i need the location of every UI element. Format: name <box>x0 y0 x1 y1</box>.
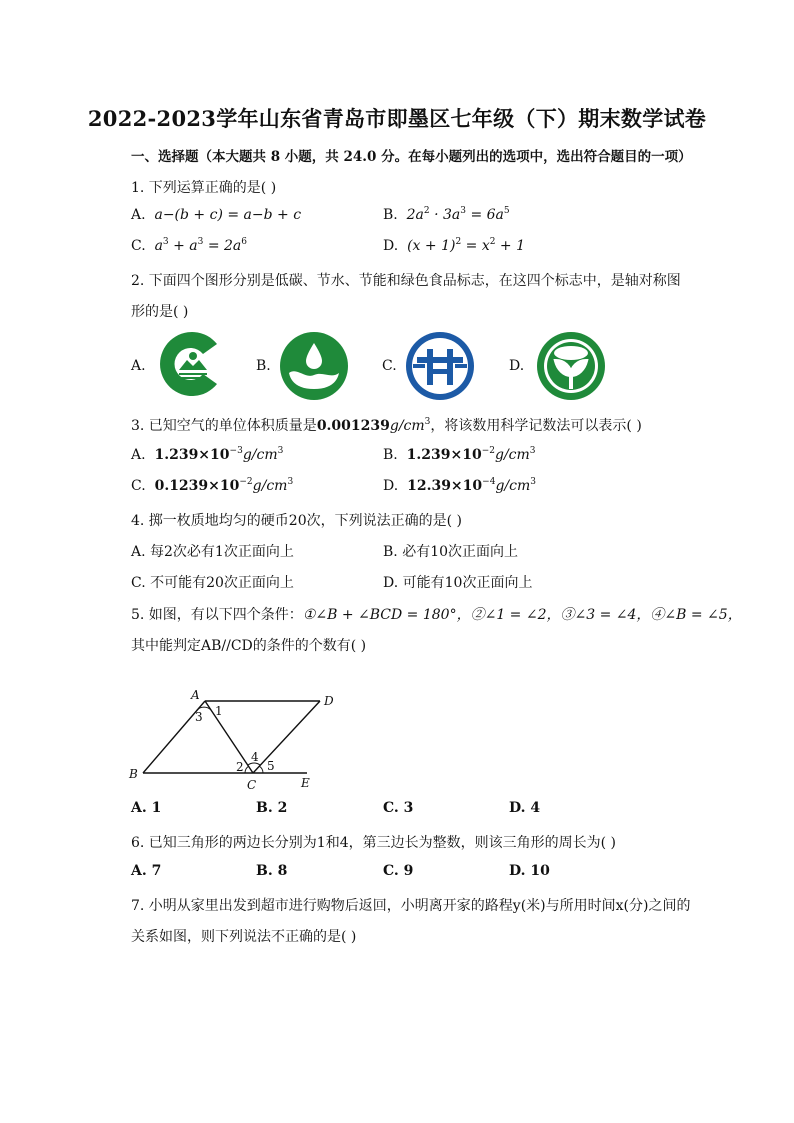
q3-option-a-unit-exp: 3 <box>277 446 284 456</box>
q1-option-d-label: D. <box>383 238 399 254</box>
q1-stem: 1. 下列运算正确的是( ) <box>131 180 277 196</box>
line-cd <box>253 701 320 773</box>
section-heading: 一、选择题（本大题共 8 小题，共 24.0 分。在每小题列出的选项中，选出符合题目的一项） <box>131 149 692 165</box>
q3-option-b-label: B. <box>383 447 398 463</box>
q3-stem-text: 3. 已知空气的单位体积质量是 <box>131 418 317 434</box>
q3-option-c-unit: g/cm <box>252 478 288 494</box>
q3-stem-value: 0.001239 <box>316 418 390 434</box>
q4-option-d: D. 可能有10次正面向上 <box>383 575 533 591</box>
q1-option-a: A. a−(b + c) = a−b + c <box>131 207 302 223</box>
q5-stem-text: 5. 如图，有以下四个条件： <box>131 607 303 623</box>
q1-option-b: B. $2a^2 \cdot 3a^3 = 6a^5$ <box>383 206 510 223</box>
angle-1-label: 1 <box>215 704 223 718</box>
green-food-logo-icon <box>536 331 606 401</box>
q3-option-d-unit: g/cm <box>495 478 531 494</box>
angle-5-label: 5 <box>267 759 275 773</box>
q3-option-c-label: C. <box>131 478 146 494</box>
q3-option-b <box>383 447 536 463</box>
q6-option-d: D. 10 <box>509 863 550 879</box>
q7-stem-line1: 7. 小明从家里出发到超市进行购物后返回，小明离开家的路程y(米)与所用时间x(分)之间的 <box>131 898 691 914</box>
q5-condition-1: ①∠B + ∠BCD = 180° <box>302 607 457 623</box>
q1-option-a-label: A. <box>131 207 146 223</box>
line-ac <box>205 701 253 773</box>
q5-option-a: A. 1 <box>131 800 162 816</box>
q2-option-b-label: B. <box>256 358 271 374</box>
q5-option-c: C. 3 <box>383 800 414 816</box>
angle-3-label: 3 <box>195 710 203 724</box>
water-saving-logo-icon <box>279 331 349 401</box>
q6-stem: 6. 已知三角形的两边长分别为1和4，第三边长为整数，则该三角形的周长为( ) <box>131 835 616 851</box>
q3-option-c-value: 0.1239×10 <box>154 478 240 494</box>
q5-stem-line1 <box>131 604 742 624</box>
q3-option-c-unit-exp: 3 <box>287 477 294 487</box>
q3-option-c-exp: −2 <box>239 477 253 487</box>
q5-condition-3: ，③∠3 = ∠4 <box>546 607 637 623</box>
q3-stem-tail: ，将该数用科学记数法可以表示( ) <box>430 418 642 434</box>
q4-option-c: C. 不可能有20次正面向上 <box>131 575 294 591</box>
q3-option-a-unit: g/cm <box>242 447 278 463</box>
q3-option-d-unit-exp: 3 <box>530 477 536 487</box>
q2-option-d-label: D. <box>509 358 525 374</box>
q6-option-c: C. 9 <box>383 863 414 879</box>
low-carbon-logo-icon <box>157 330 225 398</box>
q1-option-d: D. $(x + 1)^2 = x^2 + 1$ <box>383 237 525 254</box>
label-a: A <box>191 688 200 702</box>
q1-option-c: C. $a^3 + a^3 = 2a^6$ <box>131 237 247 254</box>
q5-stem-line2: 其中能判定AB//CD的条件的个数有( ) <box>131 638 367 654</box>
page-title: 2022-2023学年山东省青岛市即墨区七年级（下）期末数学试卷 <box>87 106 707 131</box>
q3-option-a <box>131 447 283 463</box>
label-d: D <box>324 694 334 708</box>
q3-option-a-value: 1.239×10 <box>154 447 230 463</box>
q2-option-c-label: C. <box>382 358 397 374</box>
q5-condition-2: ，②∠1 = ∠2 <box>456 607 547 623</box>
q5-condition-4: ，④∠B = ∠5， <box>636 607 742 623</box>
q3-option-c <box>131 478 293 494</box>
q3-option-a-exp: −3 <box>229 446 243 456</box>
q7-stem-line2: 关系如图，则下列说法不正确的是( ) <box>131 929 357 945</box>
q4-option-b: B. 必有10次正面向上 <box>383 544 519 560</box>
angle-2-label: 2 <box>236 760 244 774</box>
q3-option-d-label: D. <box>383 478 399 494</box>
q3-option-a-label: A. <box>131 447 146 463</box>
q3-stem: 3. 已知空气的单位体积质量是$0.001239g/cm^3$，将该数用科学记数法可以表示( ) <box>131 417 642 434</box>
q3-option-b-value: 1.239×10 <box>406 447 482 463</box>
q3-option-d <box>383 478 536 494</box>
q5-option-d: D. 4 <box>509 800 541 816</box>
angle-4-label: 4 <box>251 750 259 764</box>
q5-option-b: B. 2 <box>256 800 288 816</box>
q1-option-b-label: B. <box>383 207 398 223</box>
q2-stem-line1: 2. 下面四个图形分别是低碳、节水、节能和绿色食品标志，在这四个标志中，是轴对称图 <box>131 273 681 289</box>
q5-geometry-figure <box>125 683 340 793</box>
label-e: E <box>301 776 310 790</box>
q3-option-b-exp: −2 <box>481 446 495 456</box>
q4-option-a: A. 每2次必有1次正面向上 <box>131 544 294 560</box>
label-b: B <box>129 767 138 781</box>
q3-option-b-unit-exp: 3 <box>529 446 536 456</box>
q3-option-d-exp: −4 <box>482 477 496 487</box>
q6-option-a: A. 7 <box>131 863 162 879</box>
q2-option-a-label: A. <box>131 358 146 374</box>
q3-option-d-value: 12.39×10 <box>407 478 483 494</box>
q4-stem: 4. 掷一枚质地均匀的硬币20次，下列说法正确的是( ) <box>131 513 462 529</box>
q1-option-c-label: C. <box>131 238 146 254</box>
q3-option-b-unit: g/cm <box>495 447 530 463</box>
q2-stem-line2: 形的是( ) <box>131 304 189 320</box>
label-c: C <box>247 778 257 792</box>
q6-option-b: B. 8 <box>256 863 288 879</box>
q3-stem-unit: g/cm <box>389 418 425 434</box>
energy-saving-logo-icon <box>405 331 475 401</box>
